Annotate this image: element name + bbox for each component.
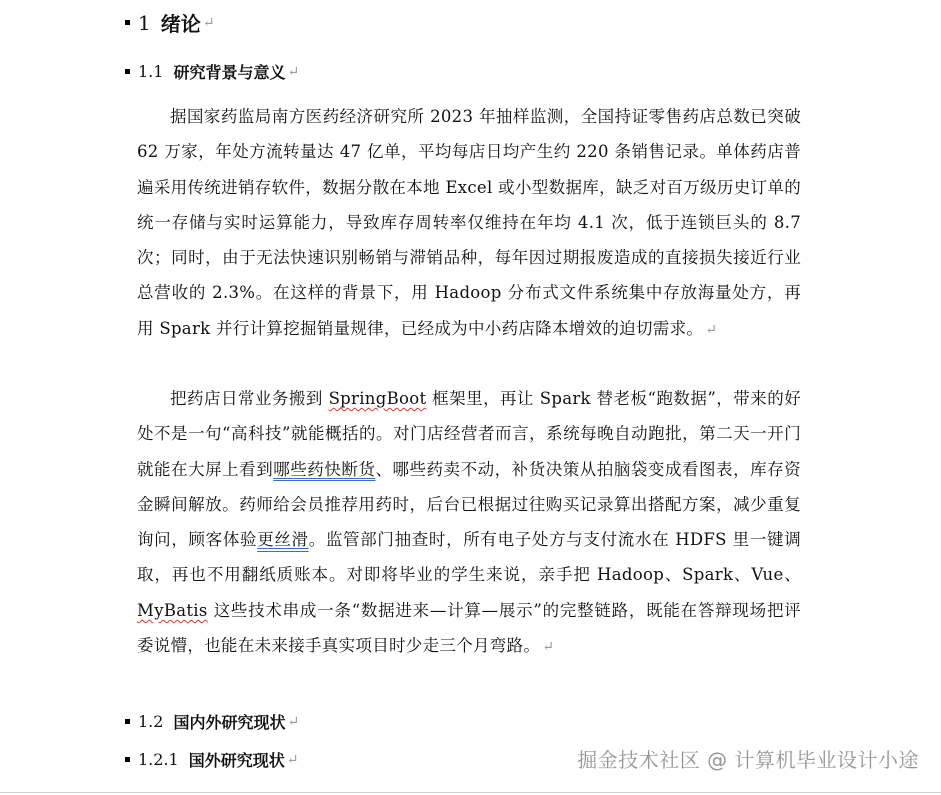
heading-1[interactable] xyxy=(125,8,214,37)
heading-1-2[interactable] xyxy=(125,710,299,733)
page-bottom-divider xyxy=(0,792,941,793)
paragraph-mark-icon: ↵ xyxy=(705,321,718,338)
heading-bullet-icon xyxy=(125,69,130,74)
heading-title: 绪论 xyxy=(160,12,201,36)
heading-number: 1.2.1 xyxy=(138,750,179,769)
spellcheck-flagged-word[interactable]: SpringBoot xyxy=(328,389,427,408)
grammar-flagged-phrase[interactable]: 哪些药快断货 xyxy=(273,459,376,479)
paragraph-text: 。监管部门抽查时，所有电子处方与支付流水在 HDFS 里一键调取，再也不用翻纸质账本。对即将毕业的学生来说，亲手把 Hadoop、Spark、Vue、 xyxy=(137,530,801,585)
paragraph-text: 、哪些药卖不动，补货决策从拍脑袋变成看图表，库存资金瞬间解放。药师给会员推荐用药时，后台已根据过往购买记录算出搭配方案，减少重复询问，顾客体验 xyxy=(137,459,801,550)
heading-1-1[interactable] xyxy=(125,60,299,83)
grammar-flagged-phrase[interactable]: 更丝滑 xyxy=(257,530,309,550)
heading-bullet-icon xyxy=(125,20,130,25)
heading-number: 1.1 xyxy=(138,62,164,81)
paragraph-text: 把药店日常业务搬到 xyxy=(170,389,329,408)
paragraph-mark-icon: ↵ xyxy=(287,713,300,730)
heading-bullet-icon xyxy=(125,719,130,724)
paragraph-text: 据国家药监局南方医药经济研究所 2023 年抽样监测，全国持证零售药店总数已突破 62 万家，年处方流转量达 47 亿单，平均每店日均产生约 220 条销售记录。单体药店普遍采用传统进销存软件，数据分散在本地 Excel 或小型数据库，缺乏对百万级历史订单的统一存储与实时运算能力，导致库存周转率仅维持在年均 4.1 次，低于连锁巨头的 8.7 次；同时，由于无法快速识别畅销与滞销品种，每年因过期报废造成的直接损失接近行业总营收的 2.3%。在这样的背景下，用 Hadoop 分布式文件系统集中存放海量处方，再用 Spark 并行计算挖掘销量规律，已经成为中小药店降本增效的迫切需求。 xyxy=(137,107,801,338)
heading-title: 研究背景与意义 xyxy=(173,63,286,82)
heading-number: 1.2 xyxy=(138,712,164,731)
heading-bullet-icon xyxy=(125,757,130,762)
paragraph-mark-icon: ↵ xyxy=(542,639,555,656)
paragraph-mark-icon: ↵ xyxy=(287,63,300,80)
spellcheck-flagged-word[interactable]: MyBatis xyxy=(137,600,208,620)
body-paragraph-1[interactable] xyxy=(137,99,801,348)
paragraph-text: 框架里，再让 Spark 替老板“跑数据”，带来的好处不是一句“高科技”就能概括的。对门店经营者而言，系统每晚自动跑批，第二天一开门就能在大屏上看到 xyxy=(137,389,801,479)
heading-number: 1 xyxy=(138,10,151,35)
body-paragraph-2[interactable] xyxy=(137,381,801,665)
heading-title: 国外研究现状 xyxy=(188,751,285,770)
paragraph-text: 这些技术串成一条“数据进来—计算—展示”的完整链路，既能在答辩现场把评委说懵，也能在未来接手真实项目时少走三个月弯路。 xyxy=(137,600,801,656)
paragraph-mark-icon: ↵ xyxy=(202,14,215,31)
paragraph-mark-icon: ↵ xyxy=(286,751,299,768)
heading-title: 国内外研究现状 xyxy=(173,713,286,732)
heading-1-2-1[interactable] xyxy=(125,748,298,771)
watermark: 掘金技术社区 @ 计算机毕业设计小途 xyxy=(577,748,919,772)
